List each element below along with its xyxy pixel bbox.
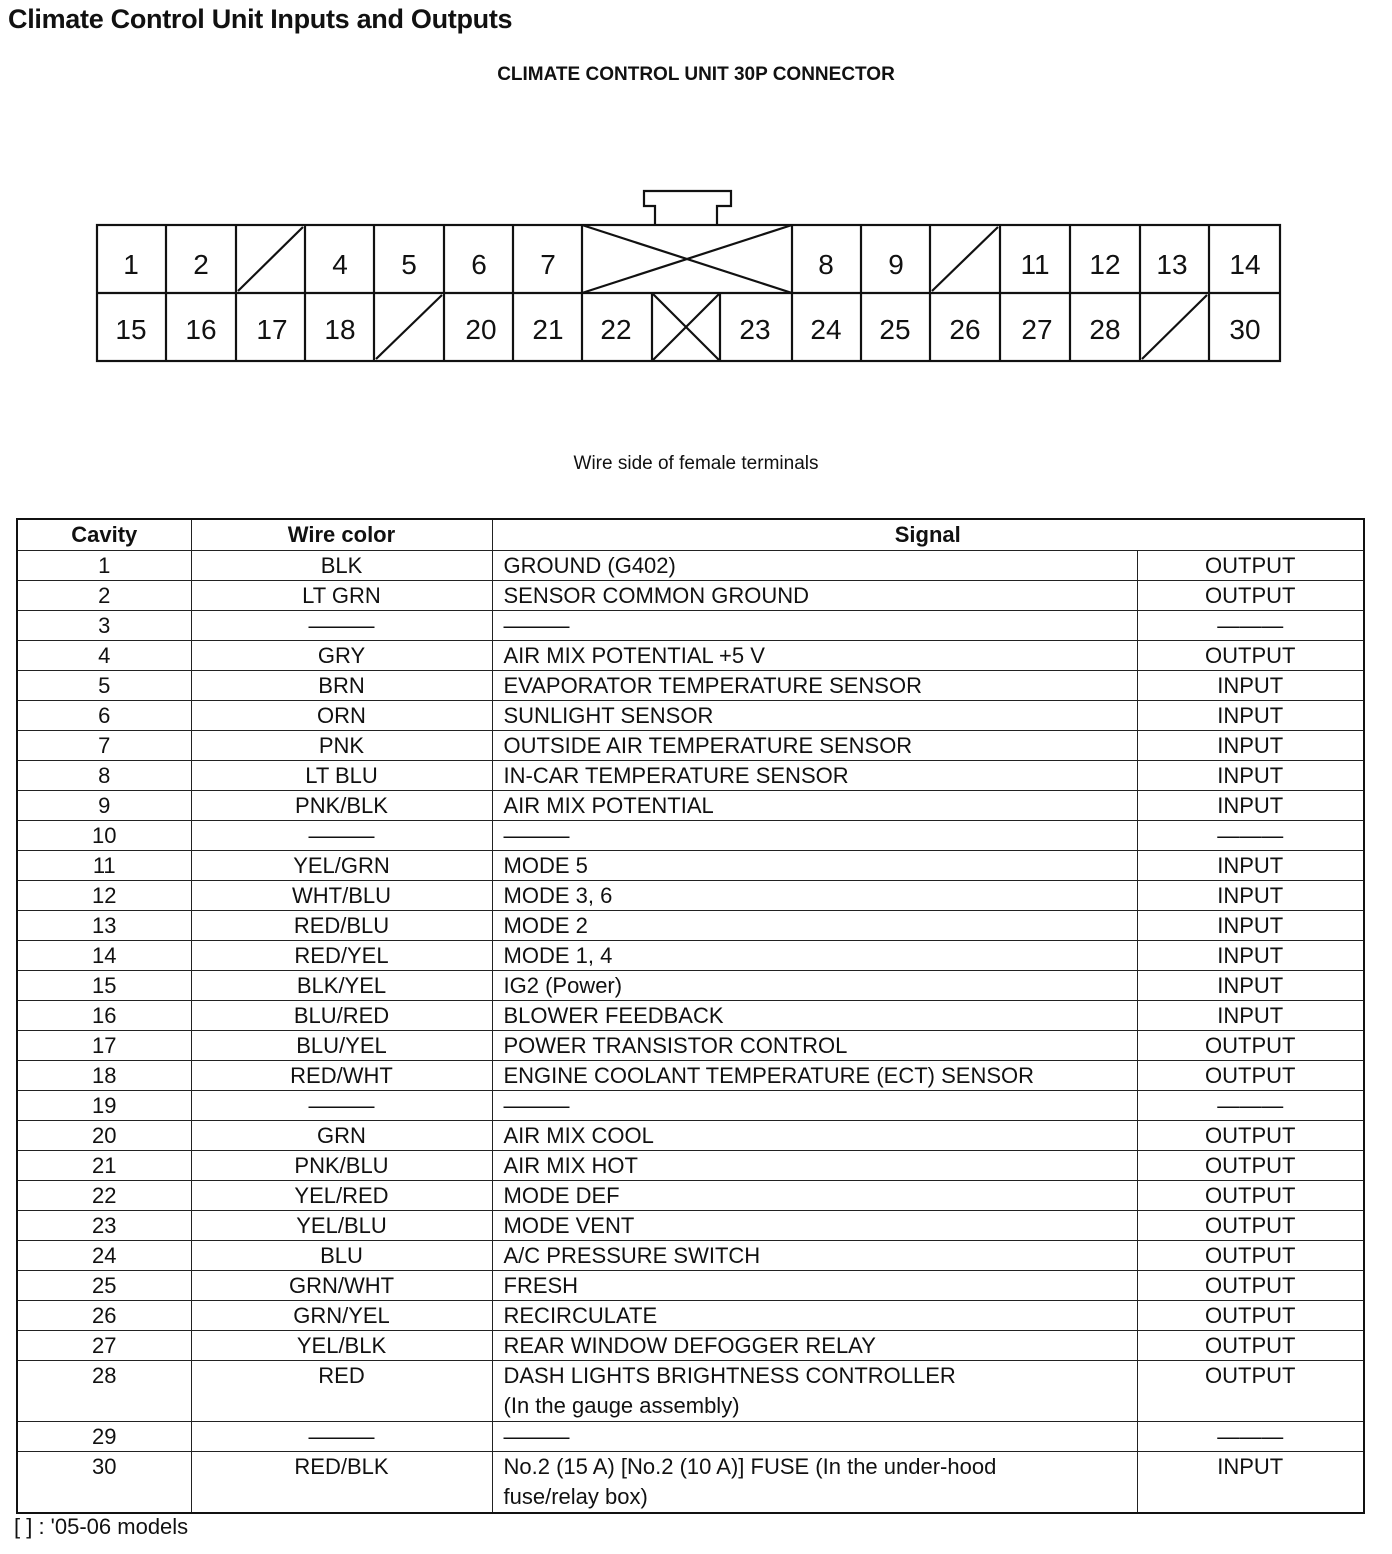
pin-1: 1 xyxy=(123,249,139,280)
direction-cell: INPUT xyxy=(1137,701,1364,731)
signal-text: AIR MIX POTENTIAL xyxy=(503,793,714,818)
table-header-row xyxy=(17,519,1364,551)
signal-cell xyxy=(492,941,1137,971)
table-row xyxy=(17,1301,1364,1331)
table-row xyxy=(17,1181,1364,1211)
cavity-cell: 30 xyxy=(17,1452,191,1514)
pinout-table-body xyxy=(17,551,1364,1514)
table-row xyxy=(17,1271,1364,1301)
blank-x-bottom xyxy=(652,293,720,361)
wire-color-cell: ——— xyxy=(191,821,492,851)
connector-caption: Wire side of female terminals xyxy=(573,453,819,474)
table-row xyxy=(17,971,1364,1001)
direction-cell: INPUT xyxy=(1137,971,1364,1001)
signal-cell xyxy=(492,1061,1137,1091)
direction-cell: OUTPUT xyxy=(1137,641,1364,671)
direction-cell: OUTPUT xyxy=(1137,581,1364,611)
signal-cell xyxy=(492,1452,1137,1514)
signal-cell xyxy=(492,671,1137,701)
cavity-cell: 20 xyxy=(17,1121,191,1151)
connector-title: CLIMATE CONTROL UNIT 30P CONNECTOR xyxy=(497,64,895,85)
pin-8: 8 xyxy=(818,249,834,280)
table-row xyxy=(17,1361,1364,1422)
header-signal: Signal xyxy=(492,519,1364,551)
direction-cell: OUTPUT xyxy=(1137,1151,1364,1181)
direction-cell: INPUT xyxy=(1137,1001,1364,1031)
signal-cell xyxy=(492,1361,1137,1422)
wire-color-cell: RED/BLU xyxy=(191,911,492,941)
cavity-cell: 7 xyxy=(17,731,191,761)
wire-color-cell: YEL/RED xyxy=(191,1181,492,1211)
signal-text: IN-CAR TEMPERATURE SENSOR xyxy=(503,763,849,788)
wire-color-cell: GRN/YEL xyxy=(191,1301,492,1331)
direction-cell: ——— xyxy=(1137,1422,1364,1452)
cavity-cell: 22 xyxy=(17,1181,191,1211)
direction-cell: OUTPUT xyxy=(1137,551,1364,581)
connector-diagram xyxy=(0,0,1392,400)
connector-latch xyxy=(644,191,731,225)
signal-text: A/C PRESSURE SWITCH xyxy=(503,1243,761,1268)
unused-cavity-10 xyxy=(932,227,998,291)
signal-text: SENSOR COMMON GROUND xyxy=(503,583,810,608)
cavity-cell: 13 xyxy=(17,911,191,941)
wire-color-cell: PNK/BLU xyxy=(191,1151,492,1181)
signal-text: MODE 1, 4 xyxy=(503,943,613,968)
cavity-cell: 25 xyxy=(17,1271,191,1301)
direction-cell: INPUT xyxy=(1137,911,1364,941)
cavity-cell: 19 xyxy=(17,1091,191,1121)
direction-cell: OUTPUT xyxy=(1137,1361,1364,1422)
pin-14: 14 xyxy=(1229,249,1261,280)
pin-20: 20 xyxy=(465,314,497,345)
cavity-cell: 17 xyxy=(17,1031,191,1061)
signal-cell xyxy=(492,1422,1137,1452)
header-wire-color: Wire color xyxy=(191,519,492,551)
cavity-cell: 28 xyxy=(17,1361,191,1422)
table-row xyxy=(17,941,1364,971)
table-row xyxy=(17,1061,1364,1091)
cavity-cell: 27 xyxy=(17,1331,191,1361)
direction-cell: INPUT xyxy=(1137,1452,1364,1514)
signal-text: SUNLIGHT SENSOR xyxy=(503,703,714,728)
table-row xyxy=(17,731,1364,761)
signal-cell xyxy=(492,581,1137,611)
signal-text: MODE 5 xyxy=(503,853,588,878)
wire-color-cell: RED/BLK xyxy=(191,1452,492,1514)
signal-cell xyxy=(492,641,1137,671)
signal-cell xyxy=(492,791,1137,821)
signal-text: ——— xyxy=(503,823,570,848)
direction-cell: ——— xyxy=(1137,821,1364,851)
signal-cell xyxy=(492,1031,1137,1061)
pin-26: 26 xyxy=(949,314,981,345)
cavity-cell: 26 xyxy=(17,1301,191,1331)
table-row xyxy=(17,1241,1364,1271)
page-title: Climate Control Unit Inputs and Outputs xyxy=(8,4,513,34)
signal-text: ENGINE COOLANT TEMPERATURE (ECT) SENSOR xyxy=(503,1063,1035,1088)
direction-cell: ——— xyxy=(1137,1091,1364,1121)
pin-6: 6 xyxy=(471,249,487,280)
wire-color-cell: RED/YEL xyxy=(191,941,492,971)
signal-text: ——— xyxy=(503,1093,570,1118)
pin-16: 16 xyxy=(185,314,217,345)
pin-9: 9 xyxy=(888,249,904,280)
signal-cell xyxy=(492,1301,1137,1331)
signal-cell xyxy=(492,1181,1137,1211)
table-row xyxy=(17,551,1364,581)
cavity-cell: 11 xyxy=(17,851,191,881)
pin-15: 15 xyxy=(115,314,147,345)
unused-cavity-29 xyxy=(1142,295,1207,359)
wire-color-cell: BLU/RED xyxy=(191,1001,492,1031)
direction-cell: INPUT xyxy=(1137,731,1364,761)
wire-color-cell: ORN xyxy=(191,701,492,731)
signal-text: REAR WINDOW DEFOGGER RELAY xyxy=(503,1333,876,1358)
cavity-cell: 12 xyxy=(17,881,191,911)
cavity-cell: 2 xyxy=(17,581,191,611)
signal-text: FRESH xyxy=(503,1273,579,1298)
pinout-table xyxy=(16,518,1365,1514)
signal-text: MODE 3, 6 xyxy=(503,883,613,908)
direction-cell: OUTPUT xyxy=(1137,1061,1364,1091)
cavity-cell: 21 xyxy=(17,1151,191,1181)
table-row xyxy=(17,1151,1364,1181)
wire-color-cell: ——— xyxy=(191,1091,492,1121)
table-row xyxy=(17,581,1364,611)
cavity-cell: 18 xyxy=(17,1061,191,1091)
cavity-cell: 15 xyxy=(17,971,191,1001)
cavity-cell: 1 xyxy=(17,551,191,581)
signal-text: AIR MIX COOL xyxy=(503,1123,654,1148)
signal-cell xyxy=(492,851,1137,881)
table-row xyxy=(17,1422,1364,1452)
signal-cell xyxy=(492,1271,1137,1301)
signal-cell xyxy=(492,1121,1137,1151)
table-row xyxy=(17,701,1364,731)
pin-28: 28 xyxy=(1089,314,1121,345)
pin-30: 30 xyxy=(1229,314,1261,345)
wire-color-cell: RED xyxy=(191,1361,492,1422)
signal-text: AIR MIX HOT xyxy=(503,1153,638,1178)
table-row xyxy=(17,671,1364,701)
wire-color-cell: BLU/YEL xyxy=(191,1031,492,1061)
table-row xyxy=(17,1452,1364,1514)
cavity-cell: 5 xyxy=(17,671,191,701)
signal-cell xyxy=(492,731,1137,761)
direction-cell: OUTPUT xyxy=(1137,1031,1364,1061)
signal-cell xyxy=(492,1331,1137,1361)
wire-color-cell: WHT/BLU xyxy=(191,881,492,911)
direction-cell: INPUT xyxy=(1137,941,1364,971)
footnote: [ ] : '05-06 models xyxy=(14,1514,189,1539)
table-row xyxy=(17,851,1364,881)
signal-cell xyxy=(492,761,1137,791)
signal-text: ——— xyxy=(503,1424,570,1449)
pin-4: 4 xyxy=(332,249,348,280)
table-row xyxy=(17,1001,1364,1031)
pin-7: 7 xyxy=(540,249,556,280)
pin-2: 2 xyxy=(193,249,209,280)
signal-text: MODE VENT xyxy=(503,1213,635,1238)
pin-24: 24 xyxy=(810,314,842,345)
direction-cell: ——— xyxy=(1137,611,1364,641)
signal-text: AIR MIX POTENTIAL +5 V xyxy=(503,643,765,668)
wire-color-cell: PNK/BLK xyxy=(191,791,492,821)
direction-cell: OUTPUT xyxy=(1137,1331,1364,1361)
signal-cell xyxy=(492,701,1137,731)
table-row xyxy=(17,1121,1364,1151)
signal-text: MODE 2 xyxy=(503,913,588,938)
cavity-cell: 6 xyxy=(17,701,191,731)
pin-17: 17 xyxy=(256,314,288,345)
table-row xyxy=(17,1211,1364,1241)
signal-text: ——— xyxy=(503,613,570,638)
pin-25: 25 xyxy=(879,314,911,345)
direction-cell: INPUT xyxy=(1137,851,1364,881)
table-row xyxy=(17,821,1364,851)
signal-text: OUTSIDE AIR TEMPERATURE SENSOR xyxy=(503,733,913,758)
direction-cell: INPUT xyxy=(1137,881,1364,911)
signal-cell xyxy=(492,881,1137,911)
wire-color-cell: BLK xyxy=(191,551,492,581)
direction-cell: OUTPUT xyxy=(1137,1211,1364,1241)
signal-cell xyxy=(492,971,1137,1001)
wire-color-cell: PNK xyxy=(191,731,492,761)
cavity-cell: 14 xyxy=(17,941,191,971)
signal-cell xyxy=(492,821,1137,851)
cavity-cell: 23 xyxy=(17,1211,191,1241)
signal-text: MODE DEF xyxy=(503,1183,620,1208)
header-cavity: Cavity xyxy=(17,519,191,551)
table-row xyxy=(17,1331,1364,1361)
unused-cavity-19 xyxy=(376,295,442,359)
cavity-cell: 9 xyxy=(17,791,191,821)
wire-color-cell: ——— xyxy=(191,1422,492,1452)
wire-color-cell: GRN xyxy=(191,1121,492,1151)
table-row xyxy=(17,1031,1364,1061)
wire-color-cell: LT BLU xyxy=(191,761,492,791)
direction-cell: OUTPUT xyxy=(1137,1241,1364,1271)
direction-cell: OUTPUT xyxy=(1137,1181,1364,1211)
signal-text: POWER TRANSISTOR CONTROL xyxy=(503,1033,848,1058)
wire-color-cell: YEL/GRN xyxy=(191,851,492,881)
blank-x-top xyxy=(582,225,792,293)
wire-color-cell: BLK/YEL xyxy=(191,971,492,1001)
signal-text-continued: (In the gauge assembly) xyxy=(503,1393,740,1418)
direction-cell: INPUT xyxy=(1137,671,1364,701)
pin-23: 23 xyxy=(739,314,771,345)
signal-cell xyxy=(492,1241,1137,1271)
wire-color-cell: RED/WHT xyxy=(191,1061,492,1091)
table-row xyxy=(17,881,1364,911)
signal-text: GROUND (G402) xyxy=(503,553,676,578)
wire-color-cell: GRN/WHT xyxy=(191,1271,492,1301)
pin-22: 22 xyxy=(600,314,632,345)
table-row xyxy=(17,911,1364,941)
unused-cavity-3 xyxy=(238,227,303,291)
signal-text: EVAPORATOR TEMPERATURE SENSOR xyxy=(503,673,922,698)
pin-11: 11 xyxy=(1020,249,1050,280)
direction-cell: OUTPUT xyxy=(1137,1301,1364,1331)
connector-outline xyxy=(97,225,1280,361)
connector-pin-labels xyxy=(115,249,1260,345)
cavity-cell: 3 xyxy=(17,611,191,641)
wire-color-cell: YEL/BLK xyxy=(191,1331,492,1361)
pin-5: 5 xyxy=(401,249,417,280)
table-row xyxy=(17,1091,1364,1121)
wire-color-cell: GRY xyxy=(191,641,492,671)
table-row xyxy=(17,611,1364,641)
signal-text-continued: fuse/relay box) xyxy=(503,1484,648,1509)
wire-color-cell: BRN xyxy=(191,671,492,701)
signal-text: DASH LIGHTS BRIGHTNESS CONTROLLER xyxy=(503,1363,956,1388)
signal-text: RECIRCULATE xyxy=(503,1303,658,1328)
direction-cell: OUTPUT xyxy=(1137,1121,1364,1151)
connector-body xyxy=(97,191,1280,361)
wire-color-cell: LT GRN xyxy=(191,581,492,611)
signal-text: IG2 (Power) xyxy=(503,973,623,998)
pin-12: 12 xyxy=(1089,249,1121,280)
table-row xyxy=(17,761,1364,791)
signal-cell xyxy=(492,1151,1137,1181)
table-row xyxy=(17,791,1364,821)
cavity-cell: 24 xyxy=(17,1241,191,1271)
wire-color-cell: ——— xyxy=(191,611,492,641)
signal-cell xyxy=(492,1091,1137,1121)
cavity-cell: 8 xyxy=(17,761,191,791)
table-row xyxy=(17,641,1364,671)
cavity-cell: 16 xyxy=(17,1001,191,1031)
pin-18: 18 xyxy=(324,314,356,345)
cavity-cell: 4 xyxy=(17,641,191,671)
direction-cell: INPUT xyxy=(1137,791,1364,821)
pin-13: 13 xyxy=(1156,249,1188,280)
signal-text: BLOWER FEEDBACK xyxy=(503,1003,724,1028)
signal-cell xyxy=(492,911,1137,941)
pin-27: 27 xyxy=(1021,314,1053,345)
signal-cell xyxy=(492,551,1137,581)
signal-text: No.2 (15 A) [No.2 (10 A)] FUSE (In the under-hood xyxy=(503,1454,997,1479)
wire-color-cell: BLU xyxy=(191,1241,492,1271)
cavity-cell: 29 xyxy=(17,1422,191,1452)
direction-cell: OUTPUT xyxy=(1137,1271,1364,1301)
cavity-cell: 10 xyxy=(17,821,191,851)
signal-cell xyxy=(492,1001,1137,1031)
signal-cell xyxy=(492,611,1137,641)
signal-cell xyxy=(492,1211,1137,1241)
pin-21: 21 xyxy=(532,314,564,345)
direction-cell: INPUT xyxy=(1137,761,1364,791)
wire-color-cell: YEL/BLU xyxy=(191,1211,492,1241)
